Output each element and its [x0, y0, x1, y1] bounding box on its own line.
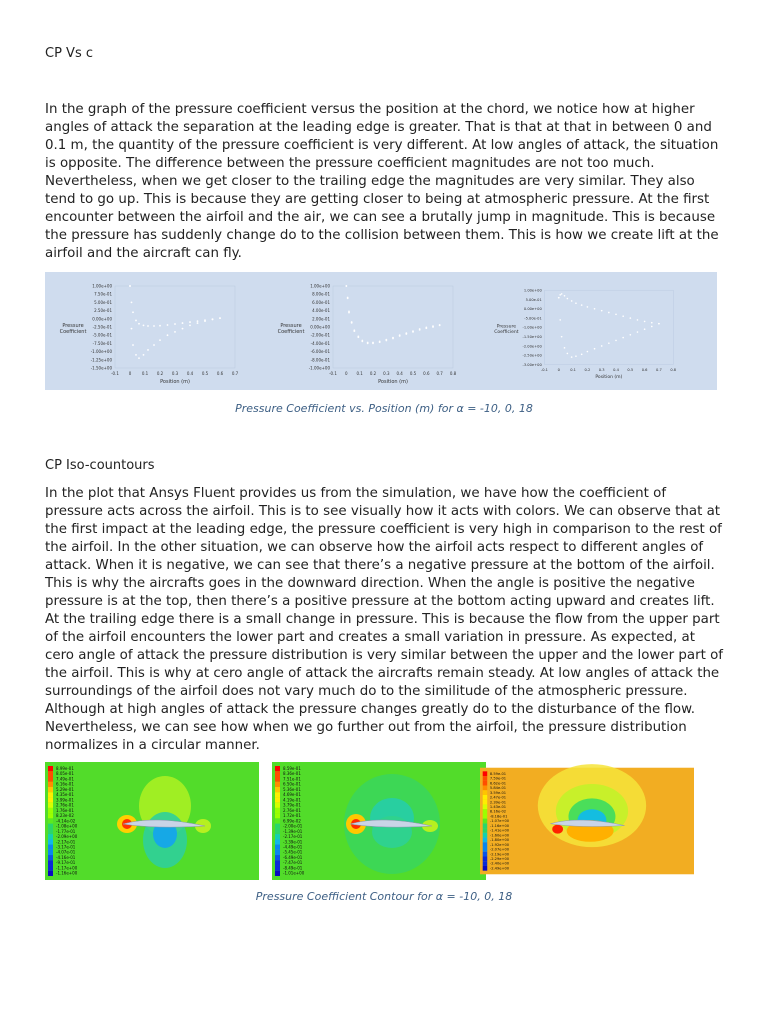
data-point	[601, 310, 603, 312]
legend-swatch	[483, 838, 488, 843]
cp-contour-images	[45, 762, 717, 880]
legend-label: -2.49e+00	[489, 866, 510, 871]
legend-label: 8.36e-01	[283, 771, 301, 777]
legend-swatch	[483, 814, 488, 819]
data-point	[559, 294, 561, 296]
data-point	[608, 342, 610, 344]
legend-label: -1.08e+00	[56, 823, 78, 829]
legend-swatch	[483, 790, 488, 795]
x-tick-label: 0.2	[584, 367, 591, 372]
legend-label: 7.51e-01	[283, 776, 301, 782]
legend-swatch	[48, 850, 53, 855]
contour-caption: Pressure Coefficient Contour for α = -10, 0, 18	[255, 890, 513, 903]
x-tick-label: -0.1	[540, 367, 548, 372]
legend-label: 5.36e-01	[283, 786, 301, 792]
x-tick-label: 0.3	[171, 371, 179, 376]
x-tick-label: 0.1	[141, 371, 149, 376]
legend-swatch	[48, 771, 53, 776]
data-point	[361, 340, 363, 342]
x-tick-label: 0.3	[383, 371, 390, 376]
y-tick-label: -1.00e+00	[90, 349, 112, 355]
legend-label: -4.16e-01	[56, 854, 76, 860]
legend-swatch	[48, 839, 53, 844]
data-point	[419, 328, 421, 330]
y-tick-label: 1.00e+00	[310, 283, 330, 289]
data-point	[132, 311, 134, 313]
data-point	[367, 342, 369, 344]
legend-swatch	[483, 823, 488, 828]
y-tick-label: 8.00e-01	[312, 291, 330, 297]
legend-swatch	[275, 766, 280, 771]
y-tick-label: -3.00e+00	[522, 362, 542, 367]
data-point	[651, 322, 653, 324]
legend-swatch	[48, 776, 53, 781]
plot-area	[333, 286, 453, 368]
legend-swatch	[275, 818, 280, 823]
legend-label: -8.49e-01	[283, 865, 303, 871]
x-tick-label: 0.6	[423, 371, 430, 376]
x-tick-label: 0	[128, 371, 132, 376]
legend-swatch	[275, 808, 280, 813]
x-tick-label: 0	[557, 367, 560, 372]
x-tick-label: 0	[345, 371, 348, 376]
y-tick-label: -5.00e-01	[92, 332, 112, 338]
data-point	[189, 324, 191, 326]
legend-label: 8.23e-02	[56, 813, 74, 819]
legend-swatch	[48, 808, 53, 813]
x-tick-label: 0.6	[216, 371, 224, 376]
y-tick-label: 0.00e+00	[523, 307, 542, 312]
y-tick-label: 7.50e-01	[94, 291, 112, 297]
y-tick-label: -8.00e-01	[310, 357, 330, 363]
legend-swatch	[483, 804, 488, 809]
data-point	[143, 354, 145, 356]
legend-swatch	[48, 792, 53, 797]
data-point	[575, 355, 577, 357]
legend-label: 8.05e-01	[56, 771, 74, 777]
y-tick-label: -7.50e-01	[92, 340, 112, 346]
legend-label: -7.47e-01	[283, 860, 303, 866]
data-point	[135, 320, 137, 322]
data-point	[399, 334, 401, 336]
x-tick-label: 0.4	[613, 367, 619, 372]
legend-swatch	[275, 829, 280, 834]
section2-heading: CP Iso-countours	[45, 458, 155, 473]
x-tick-label: 0.4	[186, 371, 194, 376]
section2-paragraph: In the plot that Ansys Fluent provides us from the simulation, we have how the coefficient of pressure acts across the airfoil. This is to see visually how it acts with colors. We can observe that at the first impact at the leading edge, the pressure coefficient is very high in comparison to the rest of the airfoil. In the other situation, we can observe how the airfoil acts respect to different angles of attack. When it is negative, we can see that there’s a negative pressure at the bottom of the airfoil. This is why the aircrafts goes in the downward direction. When the angle is positive the negative pressure is at the top, then there’s a positive pressure at the bottom acting upward and creates lift. At the trailing edge there is a small change in pressure. This is because the flow from the upper part of the airfoil encounters the lower part and creates a small variation in pressure. As expected, at cero angle of attack the pressure distribution is very similar between the upper and the lower part of the airfoil. This is why at cero angle of attack the aircrafts remain steady. At low angles of attack the surroundings of the airfoil does not vary much do to the similitude of the atmospheric pressure. Although at high angles of attack the pressure changes greatly do to the disturbance of the flow. Nevertheless, we can see how when we go further out from the airfoil, the pressure distribution normalizes in a circular manner.	[45, 486, 724, 753]
legend-swatch	[275, 776, 280, 781]
plot-area	[544, 290, 673, 364]
data-point	[219, 317, 221, 319]
legend-swatch	[275, 787, 280, 792]
cp-chart-alpha-minus10	[45, 272, 259, 390]
legend-swatch	[275, 792, 280, 797]
data-point	[630, 334, 632, 336]
legend-label: -2.40e+00	[489, 861, 510, 866]
legend-swatch	[483, 833, 488, 838]
y-tick-label: 2.50e-01	[94, 308, 112, 314]
legend-swatch	[48, 845, 53, 850]
legend-swatch	[483, 866, 488, 871]
legend-swatch	[483, 852, 488, 857]
legend-label: 7.49e-01	[56, 776, 74, 782]
legend-label: -2.17e-01	[56, 839, 76, 845]
data-point	[558, 297, 560, 299]
legend-swatch	[483, 809, 488, 814]
legend-label: 8.59e-01	[489, 771, 507, 776]
legend-swatch	[48, 787, 53, 792]
x-tick-label: -0.1	[329, 371, 337, 376]
data-point	[564, 347, 566, 349]
contour-alpha-18	[480, 762, 694, 880]
legend-label: 4.69e-01	[283, 792, 301, 798]
legend-label: -2.09e+00	[56, 834, 78, 840]
x-tick-label: 0.4	[396, 371, 403, 376]
legend-label: 8.16e-02	[489, 809, 507, 814]
legend-label: -4.49e-01	[283, 844, 303, 850]
legend-label: -3.17e-01	[56, 844, 76, 850]
legend-swatch	[275, 797, 280, 802]
y-tick-label: 5.00e-01	[525, 297, 542, 302]
legend-label: -1.60e+00	[489, 833, 510, 838]
contour-region	[552, 825, 563, 834]
legend-label: -1.39e-01	[283, 828, 303, 834]
legend-swatch	[483, 776, 488, 781]
legend-label: -2.19e+00	[489, 852, 510, 857]
y-tick-label: 0.00e+00	[92, 316, 112, 322]
data-point	[372, 342, 374, 344]
legend-label: -1.17e+00	[56, 865, 78, 871]
x-tick-label: 0.8	[670, 367, 677, 372]
data-point	[345, 285, 347, 287]
y-tick-label: 1.00e+00	[92, 283, 112, 289]
section1-paragraph: In the graph of the pressure coefficient versus the position at the chord, we notice how at higher angles of attack the separation at the leading edge is greater. That is that at that in between 0 and 0.1 m, the quantity of the pressure coefficient is very different. At low angles of attack, the situation is opposite. The difference between the pressure coefficient magnitudes are not too much. Nevertheless, when we get closer to the trailing edge the magnitudes are very similar. They also tend to go up. This is because they are getting closer to being at atmospheric pressure. At the first encounter between the airfoil and the air, we can see a brutally jump in magnitude. This is because the pressure has suddenly change do to the collision between them. This is how we create lift at the airfoil and the aircraft can fly.	[45, 102, 719, 261]
legend-swatch	[275, 834, 280, 839]
x-tick-label: 0.7	[231, 371, 239, 376]
legend-label: 8.99e-01	[56, 765, 74, 771]
data-point	[385, 339, 387, 341]
data-point	[637, 331, 639, 333]
legend-label: 1.76e-01	[56, 807, 74, 813]
data-point	[571, 300, 573, 302]
x-tick-label: 0.7	[436, 371, 443, 376]
legend-swatch	[483, 819, 488, 824]
x-tick-label: 0.1	[570, 367, 576, 372]
legend-swatch	[48, 797, 53, 802]
legend-label: 5.84e-01	[489, 786, 507, 791]
legend-swatch	[48, 855, 53, 860]
legend-label: -4.14e-02	[56, 818, 76, 824]
legend-swatch	[483, 795, 488, 800]
data-point	[644, 321, 646, 323]
data-point	[567, 353, 569, 355]
y-tick-label: -2.00e+00	[522, 344, 542, 349]
x-tick-label: 0.7	[656, 367, 662, 372]
data-point	[608, 312, 610, 314]
legend-swatch	[275, 860, 280, 865]
data-point	[622, 337, 624, 339]
data-point	[425, 327, 427, 329]
data-point	[432, 325, 434, 327]
y-tick-label: -1.00e+00	[522, 325, 542, 330]
legend-swatch	[275, 866, 280, 871]
legend-swatch	[483, 828, 488, 833]
y-tick-label: -4.00e-01	[310, 340, 330, 346]
data-point	[392, 337, 394, 339]
legend-label: -1.16e+00	[489, 823, 510, 828]
data-point	[594, 308, 596, 310]
legend-swatch	[48, 871, 53, 876]
legend-swatch	[48, 860, 53, 865]
x-axis-label: Position (m)	[378, 379, 408, 385]
data-point	[348, 311, 350, 313]
data-point	[637, 319, 639, 321]
data-point	[174, 323, 176, 325]
legend-label: -8.18e-01	[489, 814, 508, 819]
data-point	[159, 339, 161, 341]
data-point	[594, 348, 596, 350]
data-point	[587, 351, 589, 353]
y-tick-label: -1.00e+00	[308, 365, 330, 371]
data-point	[405, 332, 407, 334]
legend-label: 7.59e-01	[489, 776, 507, 781]
x-tick-label: 0.6	[641, 367, 648, 372]
x-tick-label: 0.8	[449, 371, 457, 376]
legend-swatch	[48, 782, 53, 787]
data-point	[357, 336, 359, 338]
x-tick-label: 0.3	[598, 367, 605, 372]
legend-label: -1.16e+00	[56, 870, 78, 876]
legend-label: 2.76e-01	[56, 802, 74, 808]
legend-swatch	[483, 800, 488, 805]
data-point	[182, 328, 184, 330]
legend-label: -1.07e+00	[489, 819, 510, 824]
legend-label: -5.45e-01	[283, 849, 303, 855]
y-tick-label: -2.00e-01	[310, 332, 330, 338]
y-axis-label: Pressure Coefficient	[277, 323, 305, 335]
legend-label: -6.49e-01	[283, 854, 303, 860]
y-tick-label: -5.00e-01	[524, 316, 542, 321]
legend-swatch	[483, 856, 488, 861]
data-point	[567, 298, 569, 300]
data-point	[630, 317, 632, 319]
data-point	[147, 325, 149, 327]
data-point	[204, 320, 206, 322]
y-tick-label: 2.00e-01	[312, 316, 330, 322]
data-point	[601, 345, 603, 347]
data-point	[651, 326, 653, 328]
data-point	[587, 306, 589, 308]
legend-label: -9.17e-01	[56, 860, 76, 866]
data-point	[129, 285, 131, 287]
data-point	[351, 321, 353, 323]
legend-swatch	[483, 847, 488, 852]
data-point	[131, 302, 133, 304]
legend-swatch	[48, 829, 53, 834]
x-tick-label: 0.5	[627, 367, 634, 372]
y-tick-label: -1.25e+00	[90, 357, 112, 363]
data-point	[575, 302, 577, 304]
y-tick-label: 4.00e-01	[312, 308, 330, 314]
legend-label: 6.99e-02	[283, 818, 301, 824]
data-point	[353, 329, 355, 331]
x-tick-label: 0.2	[369, 371, 377, 376]
plot-area	[115, 286, 235, 368]
legend-label: 4.19e-01	[283, 797, 301, 803]
data-point	[132, 344, 134, 346]
data-point	[439, 324, 441, 326]
y-tick-label: -1.50e+00	[522, 335, 542, 340]
data-point	[159, 325, 161, 327]
legend-label: 3.99e-01	[56, 797, 74, 803]
legend-label: 2.39e-01	[489, 800, 507, 805]
data-point	[143, 324, 145, 326]
legend-label: -1.41e+00	[489, 828, 510, 833]
legend-swatch	[483, 781, 488, 786]
cp-position-charts	[45, 272, 717, 390]
y-tick-label: 6.00e-01	[312, 299, 330, 305]
y-tick-label: -6.00e-01	[310, 349, 330, 355]
data-point	[135, 354, 137, 356]
data-point	[174, 331, 176, 333]
data-point	[561, 293, 563, 295]
data-point	[153, 344, 155, 346]
legend-swatch	[275, 813, 280, 818]
y-tick-label: 1.00e+00	[523, 288, 542, 293]
legend-swatch	[483, 786, 488, 791]
data-point	[153, 325, 155, 327]
x-tick-label: 0.2	[156, 371, 164, 376]
legend-label: 1.72e-01	[283, 813, 301, 819]
legend-swatch	[275, 771, 280, 776]
section1-heading: CP Vs c	[45, 46, 93, 61]
legend-swatch	[48, 818, 53, 823]
data-point	[581, 304, 583, 306]
legend-label: 8.59e-01	[283, 765, 301, 771]
data-point	[581, 354, 583, 356]
chart-caption: Pressure Coefficient vs. Position (m) for α = -10, 0, 18	[235, 402, 533, 415]
data-point	[167, 324, 169, 326]
data-point	[131, 328, 133, 330]
y-tick-label: 0.00e+00	[310, 324, 330, 330]
data-point	[182, 322, 184, 324]
legend-label: 1.43e-01	[489, 804, 507, 809]
legend-label: 6.50e-01	[283, 781, 301, 787]
legend-swatch	[48, 803, 53, 808]
legend-swatch	[275, 803, 280, 808]
data-point	[212, 319, 214, 321]
legend-swatch	[48, 834, 53, 839]
legend-swatch	[483, 842, 488, 847]
data-point	[197, 320, 199, 322]
legend-swatch	[275, 850, 280, 855]
y-axis-label: Pressure Coefficient	[494, 324, 519, 335]
legend-swatch	[48, 824, 53, 829]
data-point	[622, 315, 624, 317]
legend-swatch	[483, 861, 488, 866]
legend-label: -2.17e-01	[283, 834, 303, 840]
data-point	[347, 297, 349, 299]
data-point	[189, 321, 191, 323]
data-point	[197, 322, 199, 324]
legend-swatch	[48, 766, 53, 771]
legend-label: -1.01e+00	[283, 870, 305, 876]
x-tick-label: 0.1	[356, 371, 363, 376]
legend-label: 2.47e-01	[489, 795, 507, 800]
legend-label: -3.39e-01	[283, 839, 303, 845]
data-point	[615, 340, 617, 342]
data-point	[379, 340, 381, 342]
legend-label: 6.16e-01	[56, 781, 74, 787]
data-point	[138, 357, 140, 359]
cp-chart-alpha-18	[481, 272, 695, 390]
legend-swatch	[275, 839, 280, 844]
legend-label: -2.29e+00	[489, 857, 510, 862]
legend-label: 3.59e-01	[489, 790, 507, 795]
cp-chart-alpha-0	[263, 272, 477, 390]
x-tick-label: -0.1	[111, 371, 119, 376]
data-point	[559, 319, 561, 321]
data-point	[658, 323, 660, 325]
legend-swatch	[275, 855, 280, 860]
y-tick-label: -2.50e+00	[522, 353, 542, 358]
legend-swatch	[483, 771, 488, 776]
data-point	[138, 323, 140, 325]
x-tick-label: 0.5	[409, 371, 417, 376]
data-point	[167, 334, 169, 336]
legend-swatch	[48, 866, 53, 871]
data-point	[412, 330, 414, 332]
x-axis-label: Position (m)	[595, 375, 623, 381]
legend-label: -4.07e-01	[56, 849, 76, 855]
legend-swatch	[275, 824, 280, 829]
legend-label: 4.35e-01	[56, 792, 74, 798]
y-tick-label: -1.50e+00	[90, 365, 112, 371]
y-tick-label: 5.00e-01	[94, 299, 112, 305]
legend-label: 5.29e-01	[56, 786, 74, 792]
data-point	[644, 328, 646, 330]
x-tick-label: 0.5	[201, 371, 209, 376]
x-axis-label: Position (m)	[160, 379, 190, 385]
data-point	[147, 349, 149, 351]
y-tick-label: -2.50e-01	[92, 324, 112, 330]
legend-label: 3.79e-01	[283, 802, 301, 808]
data-point	[564, 295, 566, 297]
legend-label: -2.07e+00	[489, 847, 510, 852]
legend-label: -1.92e+00	[489, 842, 510, 847]
contour-alpha-0	[272, 762, 486, 880]
y-axis-label: Pressure Coefficient	[59, 323, 87, 335]
data-point	[561, 336, 563, 338]
legend-label: 2.76e-01	[283, 807, 301, 813]
contour-alpha-minus10	[45, 762, 259, 880]
data-point	[615, 314, 617, 316]
legend-swatch	[275, 871, 280, 876]
legend-swatch	[48, 813, 53, 818]
legend-label: 6.62e-01	[489, 781, 507, 786]
data-point	[571, 356, 573, 358]
legend-swatch	[275, 782, 280, 787]
legend-label: -1.80e+00	[489, 838, 510, 843]
legend-label: -2.00e-01	[283, 823, 303, 829]
legend-swatch	[275, 845, 280, 850]
legend-label: -1.77e-01	[56, 828, 76, 834]
